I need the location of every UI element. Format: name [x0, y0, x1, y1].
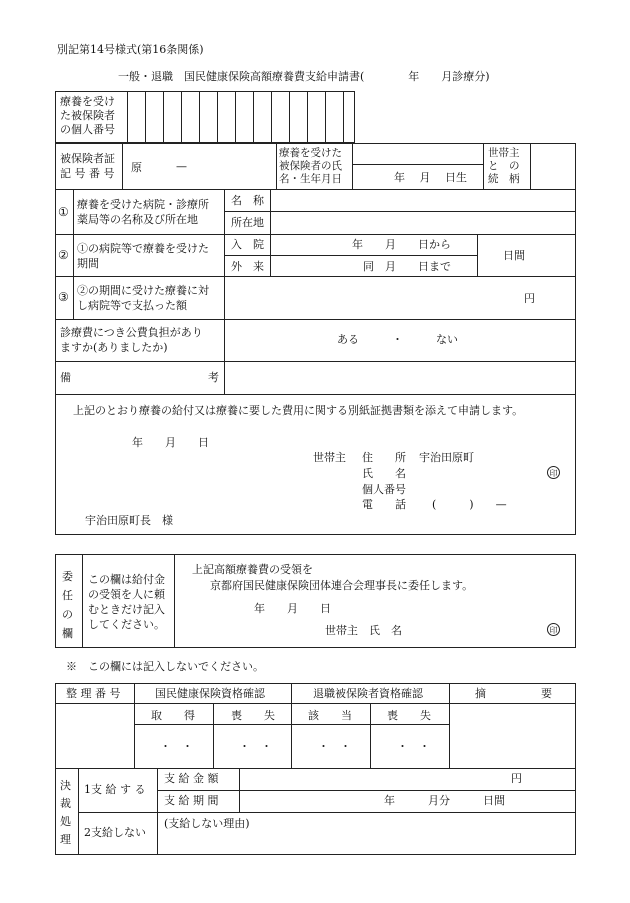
hospital-address-input[interactable]	[272, 213, 574, 232]
period-to[interactable]: 同 月 日まで	[363, 260, 451, 273]
remarks-label-end: 考	[208, 371, 219, 384]
certificate-label: 被保険者証 記 号 番 号	[60, 152, 115, 180]
delegation-text-1: 上記高額療養費の受領を	[192, 563, 313, 576]
delegation-signer-label: 世帯主 氏 名	[325, 624, 402, 637]
row1-number: ①	[58, 205, 69, 219]
retired-applicable-date[interactable]: ・ ・	[318, 740, 351, 753]
amount-label: 支 給 金 額	[164, 772, 219, 785]
hospital-label: 療養を受けた病院・診療所 薬局等の名称及び所在地	[77, 198, 209, 226]
application-date[interactable]: 年 月 日	[132, 436, 209, 449]
decision-side-label: 決 裁 処 理	[60, 779, 71, 846]
insured-person-name-input[interactable]	[354, 145, 481, 163]
mgmt-number-input[interactable]	[57, 705, 133, 767]
remarks-input[interactable]	[226, 363, 574, 392]
nhi-acquire-date[interactable]: ・ ・	[160, 740, 193, 753]
seal-icon: 印	[547, 466, 560, 479]
individual-number-label: 療養を受け た被保険者 の個人番号	[60, 95, 115, 136]
name-label: 氏 名	[362, 467, 406, 480]
row3-number: ③	[58, 290, 69, 304]
pay-period-value[interactable]: 年 月分 日間	[384, 794, 505, 807]
delegation-date[interactable]: 年 月 日	[254, 602, 331, 615]
remarks-label: 備	[60, 371, 71, 384]
delegation-side-label: 委 任 の 欄	[62, 570, 73, 640]
nhi-acquire-label: 取 得	[151, 709, 195, 722]
summary-label: 摘 要	[475, 687, 552, 700]
row2-number: ②	[58, 248, 69, 262]
individual-number-label-2: 個人番号	[362, 483, 406, 496]
period-label: ①の病院等で療養を受けた 期間	[77, 242, 209, 270]
relation-input[interactable]	[532, 145, 574, 187]
birth-date[interactable]: 年 月 日生	[394, 171, 467, 184]
no-pay-reason-input[interactable]	[159, 832, 574, 853]
declaration-text: 上記のとおり療養の給付又は療養に要した費用に関する別紙証拠書類を添えて申請します。	[73, 404, 524, 417]
period-from[interactable]: 年 月 日から	[352, 238, 451, 251]
mgmt-number-label: 整 理 番 号	[66, 687, 121, 700]
payment-yen: 円	[524, 292, 535, 305]
days-label: 日間	[503, 249, 525, 262]
nhi-lose-label: 喪 失	[231, 709, 275, 722]
phone-label: 電 話	[362, 498, 406, 511]
inpatient-label: 入 院	[231, 238, 264, 251]
public-burden-options[interactable]: ある ・ ない	[337, 333, 458, 346]
pay-period-label: 支 給 期 間	[164, 794, 219, 807]
amount-input[interactable]	[241, 770, 506, 789]
payment-amount-input[interactable]	[226, 278, 516, 317]
hospital-name-input[interactable]	[272, 191, 574, 210]
amount-yen: 円	[511, 772, 522, 785]
form-reference: 別記第14号様式(第16条関係)	[57, 43, 204, 56]
phone-value[interactable]: ( ) —	[432, 498, 507, 511]
pay-option-label[interactable]: 1支 給 す る	[84, 783, 146, 796]
retired-check-label: 退職被保険者資格確認	[313, 687, 423, 700]
hospital-address-label: 所在地	[231, 216, 264, 229]
certificate-prefix: 原	[131, 161, 142, 174]
outpatient-label: 外 来	[231, 260, 264, 273]
payment-label: ②の期間に受けた療養に対 し病院等で支払った額	[77, 284, 209, 312]
insured-person-label: 療養を受けた 被保険者の氏 名・生年月日	[279, 147, 342, 185]
address-label: 住 所	[362, 451, 406, 464]
householder-label: 世帯主	[313, 451, 346, 464]
retired-applicable-label: 該 当	[308, 709, 352, 722]
retired-lose-date[interactable]: ・ ・	[397, 740, 430, 753]
no-pay-option-label[interactable]: 2支給しない	[84, 826, 146, 839]
address-value[interactable]: 宇治田原町	[419, 451, 474, 464]
hospital-name-label: 名 称	[231, 194, 264, 207]
certificate-dash: —	[176, 160, 187, 173]
addressee: 宇治田原町長 様	[85, 514, 173, 527]
delegation-note: この欄は給付金 の受領を人に頼 むときだけ記入 してください。	[88, 573, 165, 631]
delegation-text-2: 京都府国民健康保険団体連合会理事長に委任します。	[210, 579, 474, 592]
office-use-note: ※ この欄には記入しないでください。	[66, 660, 264, 673]
form-title: 一般・退職 国民健康保険高額療養費支給申請書( 年 月診療分)	[118, 70, 490, 83]
delegation-seal-icon: 印	[547, 623, 560, 636]
no-pay-reason-label: (支給しない理由)	[164, 817, 250, 830]
nhi-check-label: 国民健康保険資格確認	[155, 687, 265, 700]
public-burden-label: 診療費につき公費負担があり ますか(ありましたか)	[60, 326, 203, 354]
summary-input[interactable]	[451, 705, 574, 767]
certificate-number-input[interactable]	[146, 150, 274, 184]
retired-lose-label: 喪 失	[387, 709, 431, 722]
nhi-lose-date[interactable]: ・ ・	[239, 740, 272, 753]
householder-relation-label: 世帯主 と の 続 柄	[488, 147, 520, 185]
